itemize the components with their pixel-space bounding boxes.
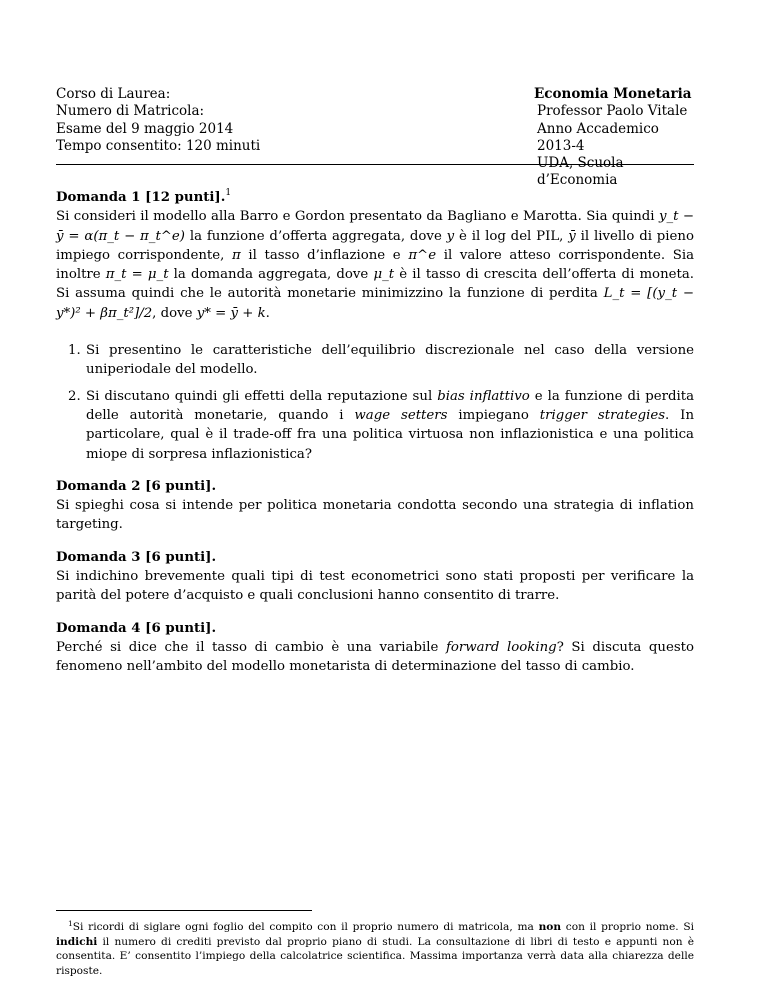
- question-3-title: Domanda 3 [6 punti]: [56, 549, 212, 565]
- exam-date: Esame del 9 maggio 2014: [56, 120, 234, 137]
- question-2-title: Domanda 2 [6 punti]: [56, 478, 212, 494]
- question-2: Domanda 2 [6 punti]. Si spieghi cosa si intende per politica monetaria condotta secondo una strategia di inflation targeting.: [56, 477, 694, 535]
- question-2-text: Si spieghi cosa si intende per politica monetaria condotta secondo una strategia di inflation targeting.: [56, 498, 694, 533]
- footnote-mark: 1: [225, 188, 232, 198]
- list-item: 2. Si discutano quindi gli effetti della reputazione sul bias inflattivo e la funzione di perdita delle autorità monetarie, quando i wage setters impiegano trigger strategies. In particolare, qual è il trade-off fra una politica virtuosa non inflazionistica e una politica miope di sorpresa inflazionistica?: [68, 388, 695, 462]
- question-1-title: Domanda 1 [12 punti]: [56, 190, 221, 205]
- footnote: $^1$Si ricordi di siglare ogni foglio del compito con il proprio numero di matricola, ma non con il proprio nome. Si indichi il numero di crediti previsto dal proprio piano di studi. La consultazione di libri di testo e appunti non è consentita. E’ consentito l’impiego della calcolatrice scientifica. Massima importanza verrà data alla chiarezza delle risposte.: [56, 919, 694, 977]
- course-title: Economia Monetaria: [534, 86, 692, 102]
- loss-function-equation: L_t = [(y_t − y*)² + βπ_t²]/2: [56, 286, 695, 321]
- student-number-label: Numero di Matricola:: [56, 103, 205, 120]
- target-output-equation: y* = ȳ + k: [196, 305, 266, 321]
- school-name: UDA, Scuola d’Economia: [537, 155, 624, 189]
- question-4-text: Perché si dice che il tasso di cambio è una variabile forward looking? Si discuta questo fenomeno nell’ambito del modello monetarista di determinazione del tasso di cambio.: [56, 639, 694, 675]
- academic-year: Anno Accademico 2013-4: [537, 120, 659, 154]
- question-1-subitems: [56, 341, 694, 464]
- footnote-divider: [56, 910, 312, 911]
- aggregate-supply-equation: y_t − ȳ = α(π_t − π_t^e): [56, 209, 694, 244]
- question-4: Domanda 4 [6 punti]. Perché si dice che il tasso di cambio è una variabile forward looking? Si discuta questo fenomeno nell’ambito del modello monetarista di determinazione del tasso di cambio.: [56, 619, 694, 677]
- time-allowed: Tempo consentito: 120 minuti: [56, 137, 261, 154]
- list-item: 1. Si presentino le caratteristiche dell’equilibrio discrezionale nel caso della versione uniperiodale del modello.: [68, 343, 694, 378]
- question-1: Domanda 1 [12 punti].$^1$ Si consideri il modello alla Barro e Gordon presentato da Bagliano e Marotta. Sia quindi y_t − ȳ = α(π_t − π_t^e) la funzione d’offerta aggregata, dove y è il log del PIL, ȳ il livello di pieno impiego corrispondente, π il tasso d’inflazione e π^e il valore atteso corrispondente. Sia inoltre π_t = μ_t la domanda aggregata, dove μ_t è il tasso di crescita dell’offerta di moneta. Si assuma quindi che le autorità monetarie minimizzino la funzione di perdita L_t = [(y_t − y*)² + βπ_t²]/2, dove y* = ȳ + k. 1. Si presentino le caratteristiche dell’equilibrio discrezionale nel caso della versione uniperiodale del modello. 2. Si discutano quindi gli effetti della reputazione sul bias inflattivo e la funzione di perdita delle autorità monetarie, quando i wage setters impiegano trigger strategies. In particolare, qual è il trade-off fra una politica virtuosa non inflazionistica e una politica miope di sorpresa inflazionistica?: [56, 188, 694, 464]
- question-3-text: Si indichino brevemente quali tipi di test econometrici sono stati proposti per verificare la parità del potere d’acquisto e quali conclusioni hanno consentito di trarre.: [56, 569, 694, 604]
- header-divider: [56, 164, 694, 165]
- degree-course-label: Corso di Laurea:: [56, 86, 171, 102]
- question-4-title: Domanda 4 [6 punti]: [56, 620, 212, 636]
- header-left: [56, 86, 260, 155]
- question-1-text: Si consideri il modello alla Barro e Gordon presentato da Bagliano e Marotta. Sia quindi y_t − ȳ = α(π_t − π_t^e) la funzione d’offerta aggregata, dove y è il log del PIL, ȳ il livello di pieno impiego corrispondente, π il tasso d’inflazione e π^e il valore atteso corrispondente. Sia inoltre π_t = μ_t la domanda aggregata, dove μ_t è il tasso di crescita dell’offerta di moneta. Si assuma quindi che le autorità monetarie minimizzino la funzione di perdita L_t = [(y_t − y*)² + βπ_t²]/2, dove y* = ȳ + k.: [56, 209, 695, 321]
- aggregate-demand-equation: π_t = μ_t: [105, 267, 169, 283]
- question-3: Domanda 3 [6 punti]. Si indichino brevemente quali tipi di test econometrici sono stati proposti per verificare la parità del potere d’acquisto e quali conclusioni hanno consentito di trarre.: [56, 548, 694, 606]
- header-right: [534, 86, 694, 190]
- exam-header: [56, 86, 694, 189]
- professor-name: Professor Paolo Vitale: [537, 103, 688, 120]
- exam-questions: [56, 188, 694, 690]
